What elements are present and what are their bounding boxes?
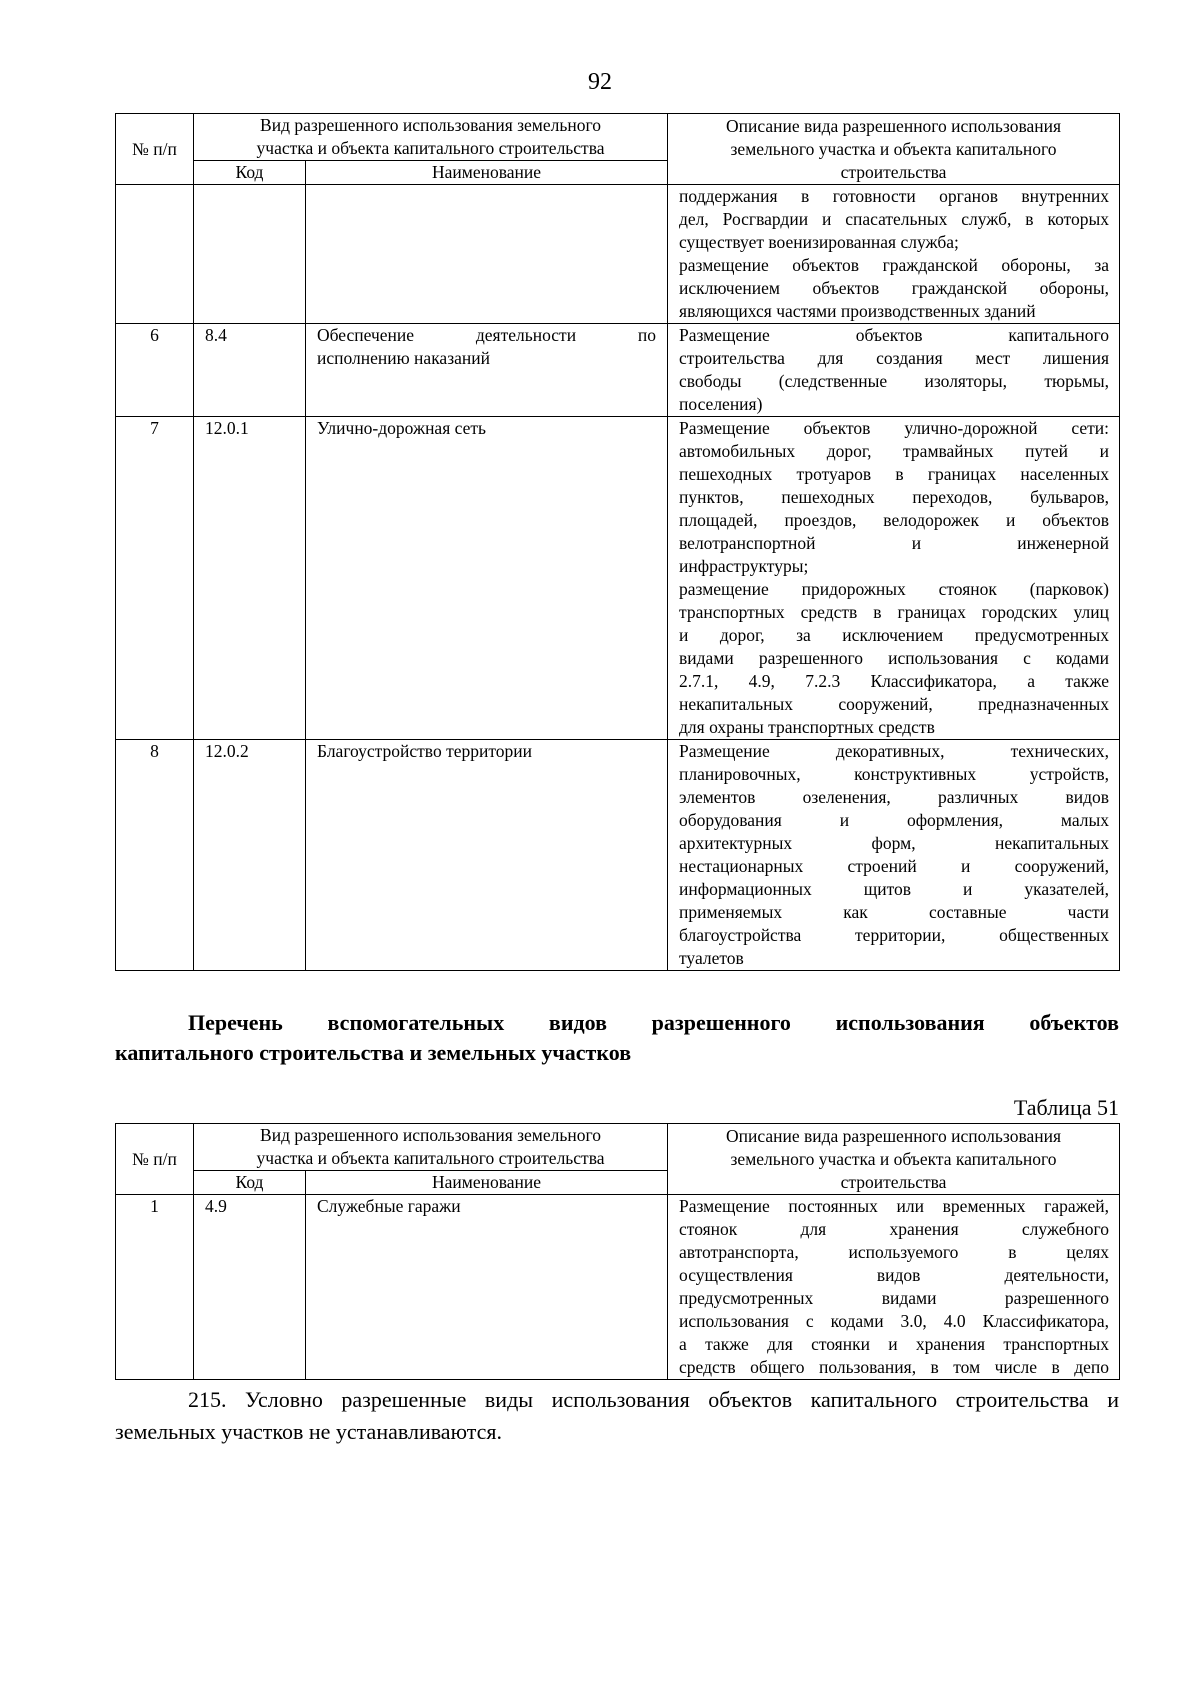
row-num-cell xyxy=(116,185,194,324)
page-number: 92 xyxy=(588,69,612,95)
row-code: 8.4 xyxy=(194,324,306,417)
row-description: Размещение объектов капитального строительства для создания мест лишения свободы (следственные изоляторы, тюрьмы, поселения) xyxy=(668,324,1120,417)
table-row-continuation xyxy=(116,185,1120,324)
row-num: 8 xyxy=(116,740,194,971)
row-num: 6 xyxy=(116,324,194,417)
permitted-use-table-main xyxy=(115,113,1120,971)
table-row xyxy=(116,417,1120,740)
auxiliary-use-table xyxy=(115,1123,1120,1380)
header-group: Вид разрешенного использования земельного участка и объекта капитального строительства xyxy=(194,114,668,161)
row-description: Размещение декоративных, технических, планировочных, конструктивных устройств, элементов озеленения, различных видов оборудования и оформления, малых архитектурных форм, некапитальных нестационарных строений и сооружений, информационных щитов и указателей, применяемых как составные части благоустройства территории, общественных туалетов xyxy=(668,740,1120,971)
table-row xyxy=(116,1195,1120,1380)
header-group: Вид разрешенного использования земельного участка и объекта капитального строительства xyxy=(194,1124,668,1171)
header-description: Описание вида разрешенного использования земельного участка и объекта капитального строительства xyxy=(668,114,1120,185)
row-description: поддержания в готовности органов внутренних дел, Росгвардии и спасательных служб, в которых существует военизированная служба; размещение объектов гражданской обороны, за исключением объектов гражданской обороны, являющихся частями производственных зданий xyxy=(668,185,1120,324)
body-paragraph: 215. Условно разрешенные виды использования объектов капитального строительства и земельных участков не устанавливаются. xyxy=(115,1387,1119,1444)
header-description: Описание вида разрешенного использования земельного участка и объекта капитального строительства xyxy=(668,1124,1120,1195)
header-code: Код xyxy=(194,1171,306,1195)
section-heading: Перечень вспомогательных видов разрешенного использования объектов капитального строительства и земельных участков xyxy=(115,1010,1119,1065)
table-caption: Таблица 51 xyxy=(1013,1095,1119,1120)
row-description: Размещение объектов улично-дорожной сети: автомобильных дорог, трамвайных путей и пешеходных тротуаров в границах населенных пунктов, пешеходных переходов, бульваров, площадей, проездов, велодорожек и объектов велотранспортной и инженерной инфраструктуры; размещение придорожных стоянок (парковок) транспортных средств в границах городских улиц и дорог, за исключением предусмотренных видами разрешенного использования с кодами 2.7.1, 4.9, 7.2.3 Классификатора, а также некапитальных сооружений, предназначенных для охраны транспортных средств xyxy=(668,417,1120,740)
table-row xyxy=(116,324,1120,417)
row-code-cell xyxy=(194,185,306,324)
row-name: Благоустройство территории xyxy=(306,740,668,971)
row-description: Размещение постоянных или временных гаражей, стоянок для хранения служебного автотранспорта, используемого в целях осуществления видов деятельности, предусмотренных видами разрешенного использования с кодами 3.0, 4.0 Классификатора, а также для стоянки и хранения транспортных средств общего пользования, в том числе в депо xyxy=(668,1195,1120,1380)
header-name: Наименование xyxy=(306,1171,668,1195)
row-name: Улично-дорожная сеть xyxy=(306,417,668,740)
header-num: № п/п xyxy=(116,114,194,185)
row-code: 12.0.2 xyxy=(194,740,306,971)
row-num: 1 xyxy=(116,1195,194,1380)
row-name: Служебные гаражи xyxy=(306,1195,668,1380)
row-name: Обеспечение деятельности по исполнению наказаний xyxy=(306,324,668,417)
row-code: 4.9 xyxy=(194,1195,306,1380)
header-code: Код xyxy=(194,161,306,185)
table-row xyxy=(116,740,1120,971)
row-code: 12.0.1 xyxy=(194,417,306,740)
row-name-cell xyxy=(306,185,668,324)
header-num: № п/п xyxy=(116,1124,194,1195)
header-name: Наименование xyxy=(306,161,668,185)
row-num: 7 xyxy=(116,417,194,740)
